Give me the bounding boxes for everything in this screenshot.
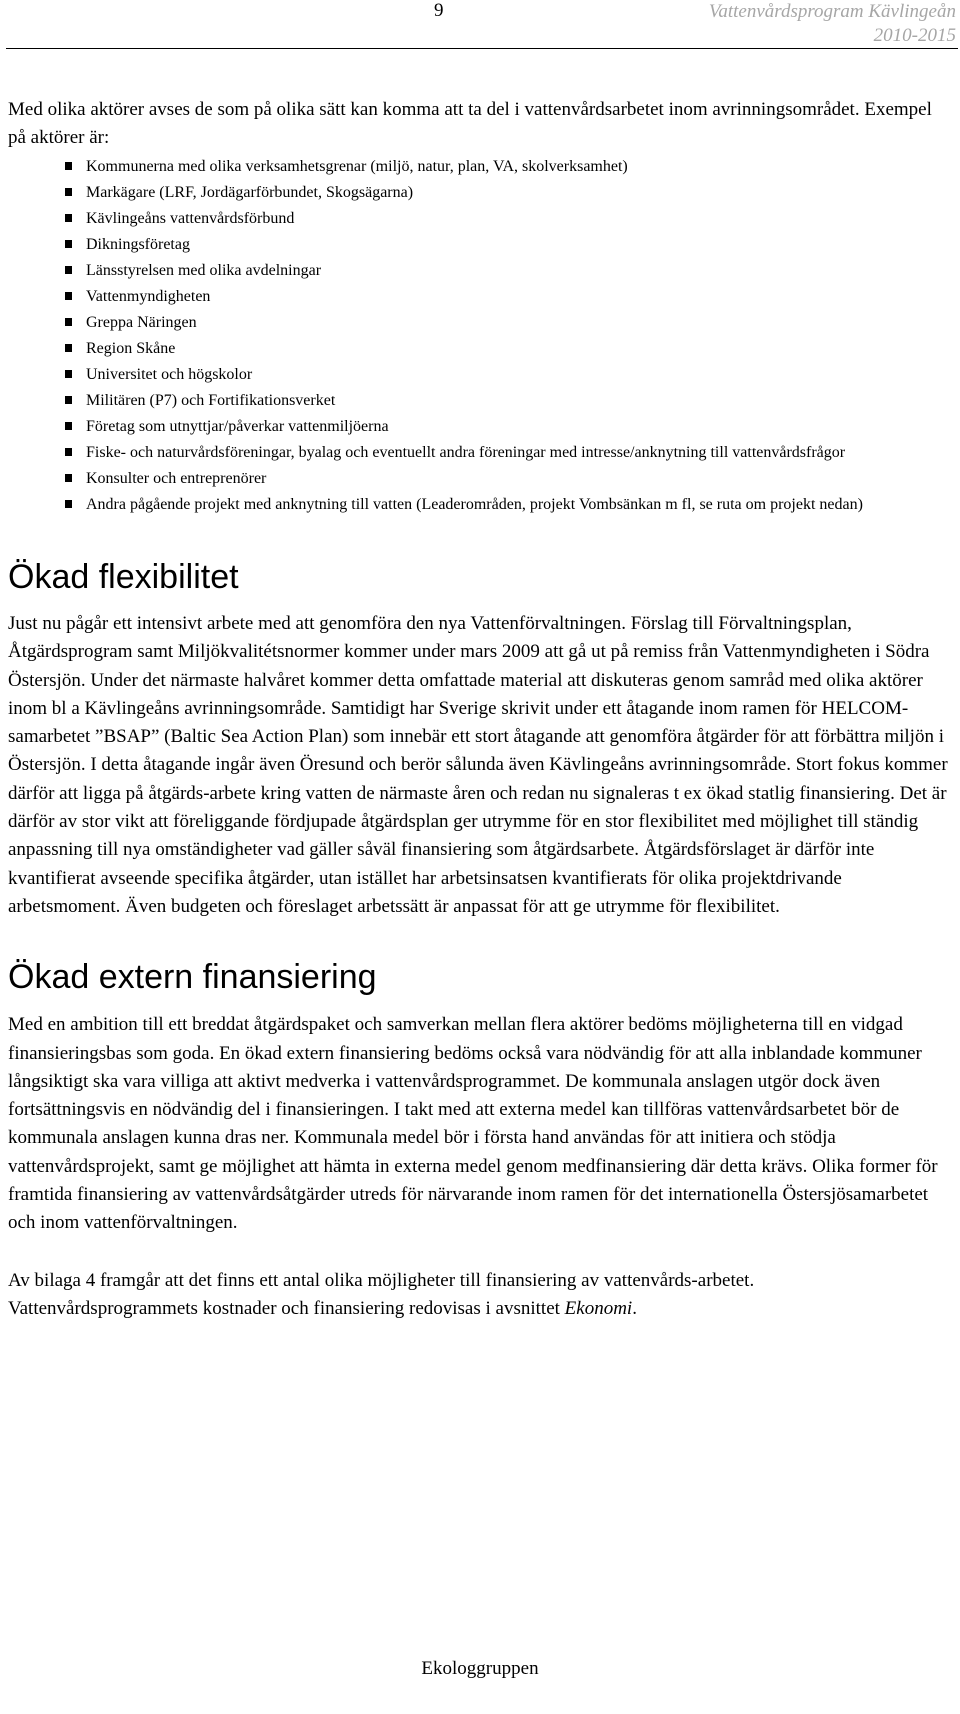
square-bullet-icon [65, 448, 72, 456]
heading-okad-flexibilitet: Ökad flexibilitet [8, 558, 239, 596]
reference-end: . [632, 1297, 637, 1319]
square-bullet-icon [65, 396, 72, 404]
financing-paragraph: Med en ambition till ett breddat åtgärdspaket och samverkan mellan flera aktörer bedöms möjligheterna till en vidgad finansieringsbas som goda. En ökad extern finansiering bedöms också vara nödvändig för att alla inblandade kommuner långsiktigt ska vara villiga att aktivt medverka i vattenvårdsprogrammet. De kommunala anslagen utgör dock även fortsättningsvis en nödvändig del i finansieringen. I takt med att externa medel kan tillföras vattenvårdsarbetet bör de kommunala anslagen kunna dras ner. Kommunala medel bör i första hand användas för att initiera och stödja vattenvårdsprojekt, samt ge möjlighet att hämta in externa medel genom medfinansiering där detta krävs. Olika former för framtida finansiering av vattenvårdsåtgärder utreds för närvarande inom ramen för det internationella Östersjösamarbetet och inom vattenförvaltningen. [8, 1014, 938, 1234]
list-item [8, 440, 948, 465]
list-item-text: Markägare (LRF, Jordägarförbundet, Skogsägarna) [86, 184, 414, 201]
square-bullet-icon [65, 162, 72, 170]
page-footer: Ekologgruppen [421, 1658, 539, 1679]
list-item [8, 206, 948, 231]
heading-okad-extern-finansiering: Ökad extern finansiering [8, 958, 377, 997]
square-bullet-icon [65, 318, 72, 326]
list-item-text: Greppa Näringen [86, 314, 197, 331]
list-item-text: Länsstyrelsen med olika avdelningar [86, 262, 322, 279]
list-item-text: Kävlingeåns vattenvårdsförbund [86, 210, 295, 227]
square-bullet-icon [65, 474, 72, 482]
header-divider [6, 48, 958, 49]
square-bullet-icon [65, 214, 72, 222]
square-bullet-icon [65, 344, 72, 352]
square-bullet-icon [65, 422, 72, 430]
list-item-text: Vattenmyndigheten [86, 288, 211, 305]
square-bullet-icon [65, 370, 72, 378]
list-item [8, 258, 948, 283]
list-item [8, 284, 948, 309]
square-bullet-icon [65, 188, 72, 196]
list-item-text: Militären (P7) och Fortifikationsverket [86, 392, 336, 409]
list-item [8, 466, 948, 491]
list-item-text: Konsulter och entreprenörer [86, 470, 267, 487]
reference-text: Av bilaga 4 framgår att det finns ett antal olika möjligheter till finansiering av vattenvårds-arbetet. Vattenvårdsprogrammets kostnader och finansiering redovisas i avsnittet [8, 1269, 755, 1319]
header-title [709, 0, 956, 48]
reference-link-ekonomi: Ekonomi [564, 1297, 633, 1319]
list-item [8, 492, 948, 517]
page-header [0, 0, 960, 50]
list-item-text: Företag som utnyttjar/påverkar vattenmiljöerna [86, 418, 389, 435]
square-bullet-icon [65, 292, 72, 300]
list-item [8, 154, 948, 179]
page-content [8, 96, 948, 1323]
list-item-text: Region Skåne [86, 340, 176, 357]
list-item-text: Universitet och högskolor [86, 366, 253, 383]
financing-reference-paragraph [8, 1267, 948, 1324]
flexibility-paragraph: Just nu pågår ett intensivt arbete med att genomföra den nya Vattenförvaltningen. Förslag till Förvaltningsplan, Åtgärdsprogram samt Miljökvalitétsnormer kommer under mars 2009 att gå ut på remiss från Vattenmyndigheten i Södra Östersjön. Under det närmaste halvåret kommer detta omfattade material att diskuteras genom samråd med olika aktörer inom bl a Kävlingeåns avrinningsområde. Samtidigt har Sverige skrivit under ett åtagande inom ramen för HELCOM-samarbetet ”BSAP” (Baltic Sea Action Plan) som innebär ett stort åtagande att genomföra åtgärder för att förbättra miljön i Östersjön. I detta åtagande ingår även Öresund och berör sålunda även Kävlingeåns avrinningsområde. Stort fokus kommer därför att ligga på åtgärds-arbete kring vatten de närmaste åren och redan nu signaleras t ex ökad statlig finansiering. Det är därför av stor vikt att föreliggande fördjupade åtgärdsplan ger utrymme för en stor flexibilitet med möjlighet till ständig anpassning till nya omständigheter vad gäller såväl finansiering som åtgärdsarbete. Åtgärdsförslaget är därför inte kvantifierat avseende specifika åtgärder, utan istället har arbetsinsatsen kvantifierats för olika projektdrivande arbetsmoment. Även budgeten och föreslaget arbetssätt är anpassat för att ge utrymme för flexibilitet. [8, 613, 948, 917]
square-bullet-icon [65, 266, 72, 274]
header-title-line2: 2010-2015 [873, 25, 956, 46]
square-bullet-icon [65, 500, 72, 508]
actor-list [8, 154, 948, 517]
list-item [8, 336, 948, 361]
square-bullet-icon [65, 240, 72, 248]
list-item [8, 362, 948, 387]
list-item [8, 180, 948, 205]
list-item-text: Kommunerna med olika verksamhetsgrenar (miljö, natur, plan, VA, skolverksamhet) [86, 158, 628, 175]
list-item-text: Fiske- och naturvårdsföreningar, byalag och eventuellt andra föreningar med intresse/anknytning till vattenvårdsfrågor [86, 444, 846, 461]
list-item [8, 388, 948, 413]
list-item-text: Dikningsföretag [86, 236, 190, 253]
header-title-line1: Vattenvårdsprogram Kävlingeån [708, 1, 956, 22]
list-item [8, 414, 948, 439]
list-item-text: Andra pågående projekt med anknytning till vatten (Leaderområden, projekt Vombsänkan m fl, se ruta om projekt nedan) [86, 496, 863, 513]
page-number: 9 [434, 0, 444, 21]
intro-paragraph: Med olika aktörer avses de som på olika sätt kan komma att ta del i vattenvårdsarbetet inom avrinningsområdet. Exempel på aktörer är: [8, 99, 932, 148]
list-item [8, 310, 948, 335]
list-item [8, 232, 948, 257]
